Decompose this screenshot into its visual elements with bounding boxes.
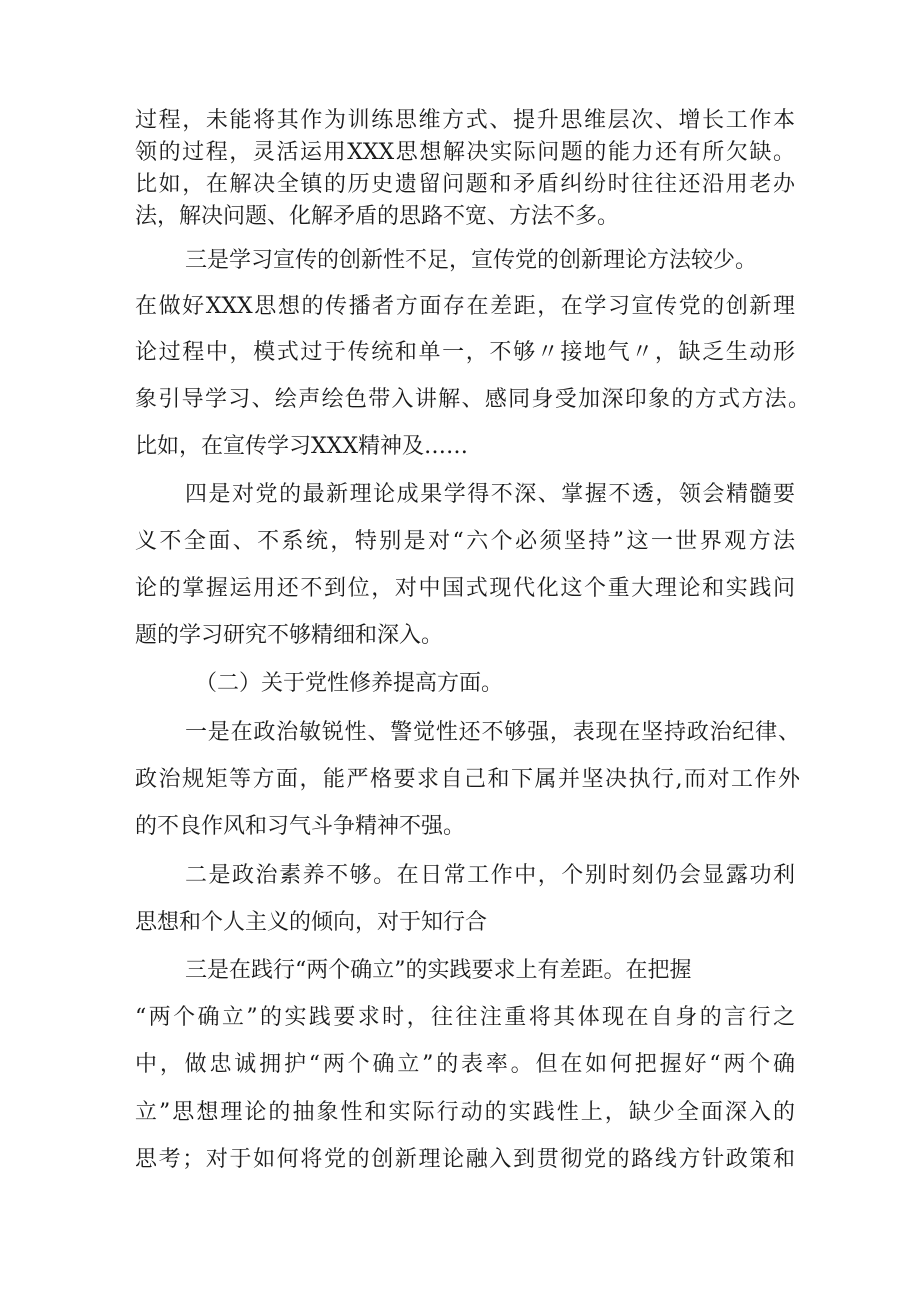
text-line: 比如，在解决全镇的历史遗留问题和矛盾纠纷时往往还沿用老办 xyxy=(135,172,795,197)
text-line: 思考；对于如何将党的创新理论融入到贯彻党的路线方针政策和 xyxy=(135,1147,795,1172)
text-line: 比如，在宣传学习XXX精神及…… xyxy=(135,434,468,459)
text-line: 立”思想理论的抽象性和实际行动的实践性上，缺少全面深入的 xyxy=(135,1100,795,1125)
text-line: 政治规矩等方面，能严格要求自己和下属并坚决执行,而对工作外 xyxy=(135,767,800,792)
paragraph-first-line: 一是在政治敏锐性、警觉性还不够强，表现在坚持政治纪律、 xyxy=(185,720,800,745)
text-line: “两个确立”的实践要求时，往往注重将其体现在自身的言行之 xyxy=(135,1005,795,1030)
text-line: 论过程中，模式过于传统和单一，不够〃接地气〃，缺乏生动形 xyxy=(135,340,795,365)
text-line: 过程，未能将其作为训练思维方式、提升思维层次、增长工作本 xyxy=(135,108,795,133)
paragraph-first-line: 二是政治素养不够。在日常工作中，个别时刻仍会显露功利 xyxy=(185,863,795,888)
text-line: 论的掌握运用还不到位，对中国式现代化这个重大理论和实践问 xyxy=(135,576,795,601)
text-line: 在做好XXX思想的传播者方面存在差距，在学习宣传党的创新理 xyxy=(135,294,795,319)
paragraph-first-line: 三是学习宣传的创新性不足，宣传党的创新理论方法较少。 xyxy=(185,248,758,273)
text-line: 领的过程，灵活运用XXX思想解决实际问题的能力还有所欠缺。 xyxy=(135,140,795,165)
text-line: 法，解决问题、化解矛盾的思路不宽、方法不多。 xyxy=(135,204,620,229)
text-line: 思想和个人主义的倾向，对于知行合 xyxy=(135,910,488,935)
paragraph-first-line: 四是对党的最新理论成果学得不深、掌握不透，领会精髓要 xyxy=(185,482,795,507)
text-line: 义不全面、不系统，特别是对“六个必须坚持”这一世界观方法 xyxy=(135,529,795,554)
text-line: 象引导学习、绘声绘色带入讲解、感同身受加深印象的方式方法。 xyxy=(135,387,810,412)
paragraph-first-line: 三是在践行“两个确立”的实践要求上有差距。在把握 xyxy=(185,958,692,983)
section-heading: （二）关于党性修养提高方面。 xyxy=(195,671,504,696)
text-line: 中，做忠诚拥护“两个确立”的表率。但在如何把握好“两个确 xyxy=(135,1052,795,1077)
text-line: 题的学习研究不够精细和深入。 xyxy=(135,623,444,648)
text-line: 的不良作风和习气斗争精神不强。 xyxy=(135,814,466,839)
